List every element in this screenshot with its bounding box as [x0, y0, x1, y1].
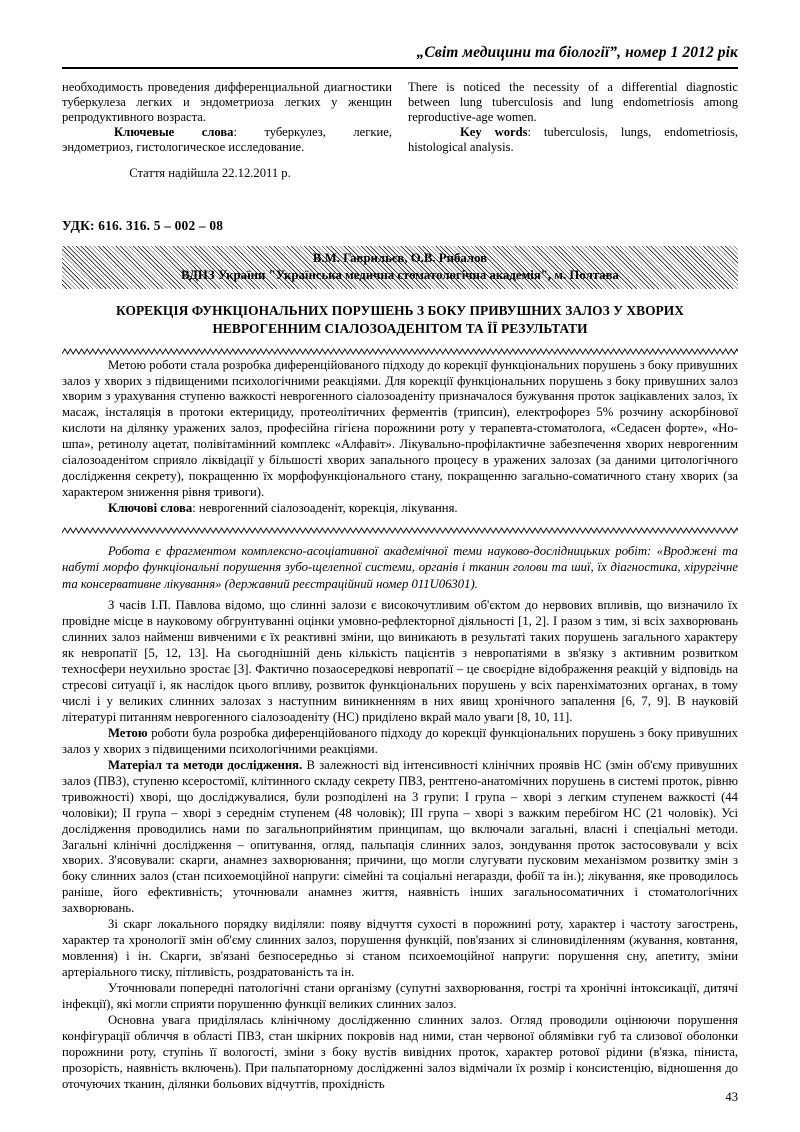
abstract-current [62, 358, 738, 517]
abstract-current-paragraph: Метою роботи стала розробка диференційованого підходу до корекції функціональних порушень з боку привушних залоз у хворих з підвищеними психологічними реакціями. Для корекції функціональних порушень з боку привушних залоз хворим з урахування ступеню важкості неврогенного сіалозоаденіту призначалося бужування проток зацікавлених залоз, їх масаж, інсталяція в протоки ектерициду, протеолітичних ферментів (трипсин), електрофорез 5% розчину аскорбінової кислоти на ділянку уражених залоз, професійна гігієна порожнини роту у терапевта-стоматолога, «Седасен форте», «Но-шпа», ретинолу ацетат, полівітамінний комплекс «Алфавіт». Лікувально-профілактичне забезпечення хворих неврогенним сіалозоаденітом сприяло ліквідації у більшості хворих запального процесу в уражених залозах (за даними цитологічного дослідження секрету), покращенню їх морфофункціонального стану, покращенню загально-соматичного стану хворих (за характером зниження рівня тривоги). [62, 357, 738, 500]
article-title-line-1: КОРЕКЦІЯ ФУНКЦІОНАЛЬНИХ ПОРУШЕНЬ З БОКУ ПРИВУШНИХ ЗАЛОЗ У ХВОРИХ [116, 302, 684, 318]
body-paragraph-2-text: роботи була розробка диференційованого підходу до корекції функціональних порушень з боку привушних залоз у хворих з підвищеними психологічними реакціями. [62, 725, 738, 756]
article-title-line-2: НЕВРОГЕННИМ СІАЛОЗОАДЕНІТОМ ТА ЇЇ РЕЗУЛЬТАТИ [212, 320, 588, 336]
body-paragraph-2 [62, 726, 738, 758]
abstract-column-russian [62, 80, 392, 156]
research-theme-text: Робота є фрагментом комплексно-асоціативної академічної теми науково-дослідницьких робіт: «Вроджені та набуті морфо функціональні порушення зубо-щелепної системи, органів і тканин голови та шиї, їх діагностика, хірургічне та консервативне лікування» (державний реєстраційний номер 011U06301). [62, 543, 738, 591]
body-paragraph-4: Зі скарг локального порядку виділяли: появу відчуття сухості в порожнині роту, характер і частоту загострень, характер та хронології змін об'єму слинних залоз, порушення функцій, пов'язаних зі слиновиділенням (жування, ковтання, мовлення) і ін. Скарги, зв'язані безпосередньо зі станом психоемоційної напруги: порушення сну, апетиту, зміни артеріального тиску, пітливість, роздратованість та ін. [62, 917, 738, 980]
zigzag-rule-top [62, 347, 738, 356]
article-title [62, 302, 738, 338]
abstract-current-keywords-label: Ключові слова [108, 501, 193, 516]
abstract-column-english [408, 80, 738, 156]
abstract-ru-paragraph: необходимость проведения дифференциальной диагностики туберкулеза легких и эндометриоза легких у женщин репродуктивного возраста. [62, 79, 392, 124]
body-paragraph-1: З часів І.П. Павлова відомо, що слинні залози є високочутливим об'єктом до нервових впливів, що визначило їх провідне місце в науковому обгрунтуванні оцінки умовно-рефлекторної діяльності [1, 2]. І разом з тим, зі всіх захворювань слинних залоз найменш вивченими є їх реактивні зміни, що виникають в результаті таких порушень загального характеру як невропатії [5, 12, 13]. На сьогоднішній день кількість пацієнтів з невропатіями в зв'язку з активним розвитком техносфери неухильно зростає [3]. Фактично позаосередкові невропатії – це своєрідне відображення реакцій у відповідь на стресові ситуації і, як наслідок цього впливу, розвиток функціональних порушень у всіх паренхіматозних органах, в тому числі і у великих слинних залозах з наступним виникненням в них явищ хронічного запалення [6, 7, 9]. В науковій літературі питанням неврогенного сіалозоаденіту (НС) приділено вкрай мало уваги [8, 10, 11]. [62, 598, 738, 725]
author-names: В.М. Гаврильєв, О.В. Рибалов [312, 251, 488, 266]
abstract-ru-keywords-label: Ключевые слова [114, 124, 234, 139]
abstract-en-paragraph: There is noticed the necessity of a differential diagnostic between lung tuberculosis and lung endometriosis among reproductive-age women. [408, 79, 738, 124]
research-theme-block [62, 543, 738, 593]
body-paragraph-3-text: В залежності від інтенсивності клінічних проявів НС (змін об'єму привушних залоз (ПВЗ), ступеню ксеростомії, клітинного складу секрету ПВЗ, рентгено-анатомічних порушень в системі проток, рівню тривожності) хворі, що досліджувалися, були розподілені на 3 групи: І група – хворі з легким ступенем важкості (44 чоловіки); ІІ група – хворі з середнім ступенем (48 чоловік); ІІІ група – хворі з важким перебігом НС (21 чоловік). Усі дослідження проводились нами по загальноприйнятим принципам, що включали загальні, власні і спеціальні методи. Загальні клінічні дослідження – опитування, огляд, пальпація слинних залоз, зондування проток застосовували у всіх хворих. З'ясовували: скарги, анамнез захворювання; причини, що могли слугувати пусковим механізмом розвитку змін з боку слинних залоз (стан психоемоційної напруги: сімейні та соціальні негаразди, фобії та ін.); лікування, яке проводилось раніше, його ефективність; уточнювали анамнез життя, наявність інших загальносоматичних і стоматологічних захворювань. [62, 757, 738, 916]
body-paragraph-6: Основна увага приділялась клінічному дослідженню слинних залоз. Огляд проводили оцінюючи порушення конфігурації обличчя в області ПВЗ, стан шкірних покровів над ними, стан червоної облямівки губ та слизової оболонки порожнини роту, ступінь її вологості, зміни з боку вустів вивідних проток, характер ротової рідини (в'язка, піниста, прозорість, наявність включень). При пальпаторному дослідженні залоз відмічали їх розмір і консистенцію, відношення до оточуючих тканин, ділянки больових відчуттів, прохідність [62, 1012, 738, 1091]
body-paragraph-5: Уточнювали попередні патологічні стани організму (супутні захворювання, гострі та хронічні інтоксикації, дитячі інфекції), які могли сприяти порушенню функції великих слинних залоз. [62, 980, 738, 1011]
abstract-ru-keywords [62, 125, 392, 155]
abstract-current-keywords-text: : неврогенний сіалозоаденіт, корекція, лікування. [192, 501, 458, 516]
abstract-two-column [62, 80, 738, 156]
body-paragraph-2-lead: Метою [108, 725, 148, 740]
zigzag-rule-bottom [62, 526, 738, 535]
abstract-en-keywords-label: Key words [460, 124, 528, 139]
header-rule [62, 67, 738, 69]
page-number: 43 [725, 1090, 738, 1104]
udc-code: УДК: 616. 316. 5 – 002 – 08 [62, 218, 224, 234]
body-paragraph-3-lead: Матеріал та методи дослідження. [108, 757, 303, 772]
received-date: Стаття надійшла 22.12.2011 р. [129, 166, 291, 181]
abstract-current-keywords [62, 501, 738, 517]
abstract-en-keywords [408, 125, 738, 155]
body-paragraph-3 [62, 758, 738, 917]
author-affiliation: ВДНЗ України "Українська медична стоматологічна академія", м. Полтава [181, 268, 619, 283]
running-head: „Світ медицини та біології”, номер 1 2012 рік [416, 44, 738, 61]
author-band [62, 246, 738, 289]
abstract-en-keywords-text: : tuberculosis, lungs, endometriosis, histological analysis. [408, 124, 739, 155]
article-body [62, 598, 738, 1092]
abstract-ru-keywords-text: : туберкулез, легкие, эндометриоз, гистологическое исследование. [62, 124, 392, 155]
